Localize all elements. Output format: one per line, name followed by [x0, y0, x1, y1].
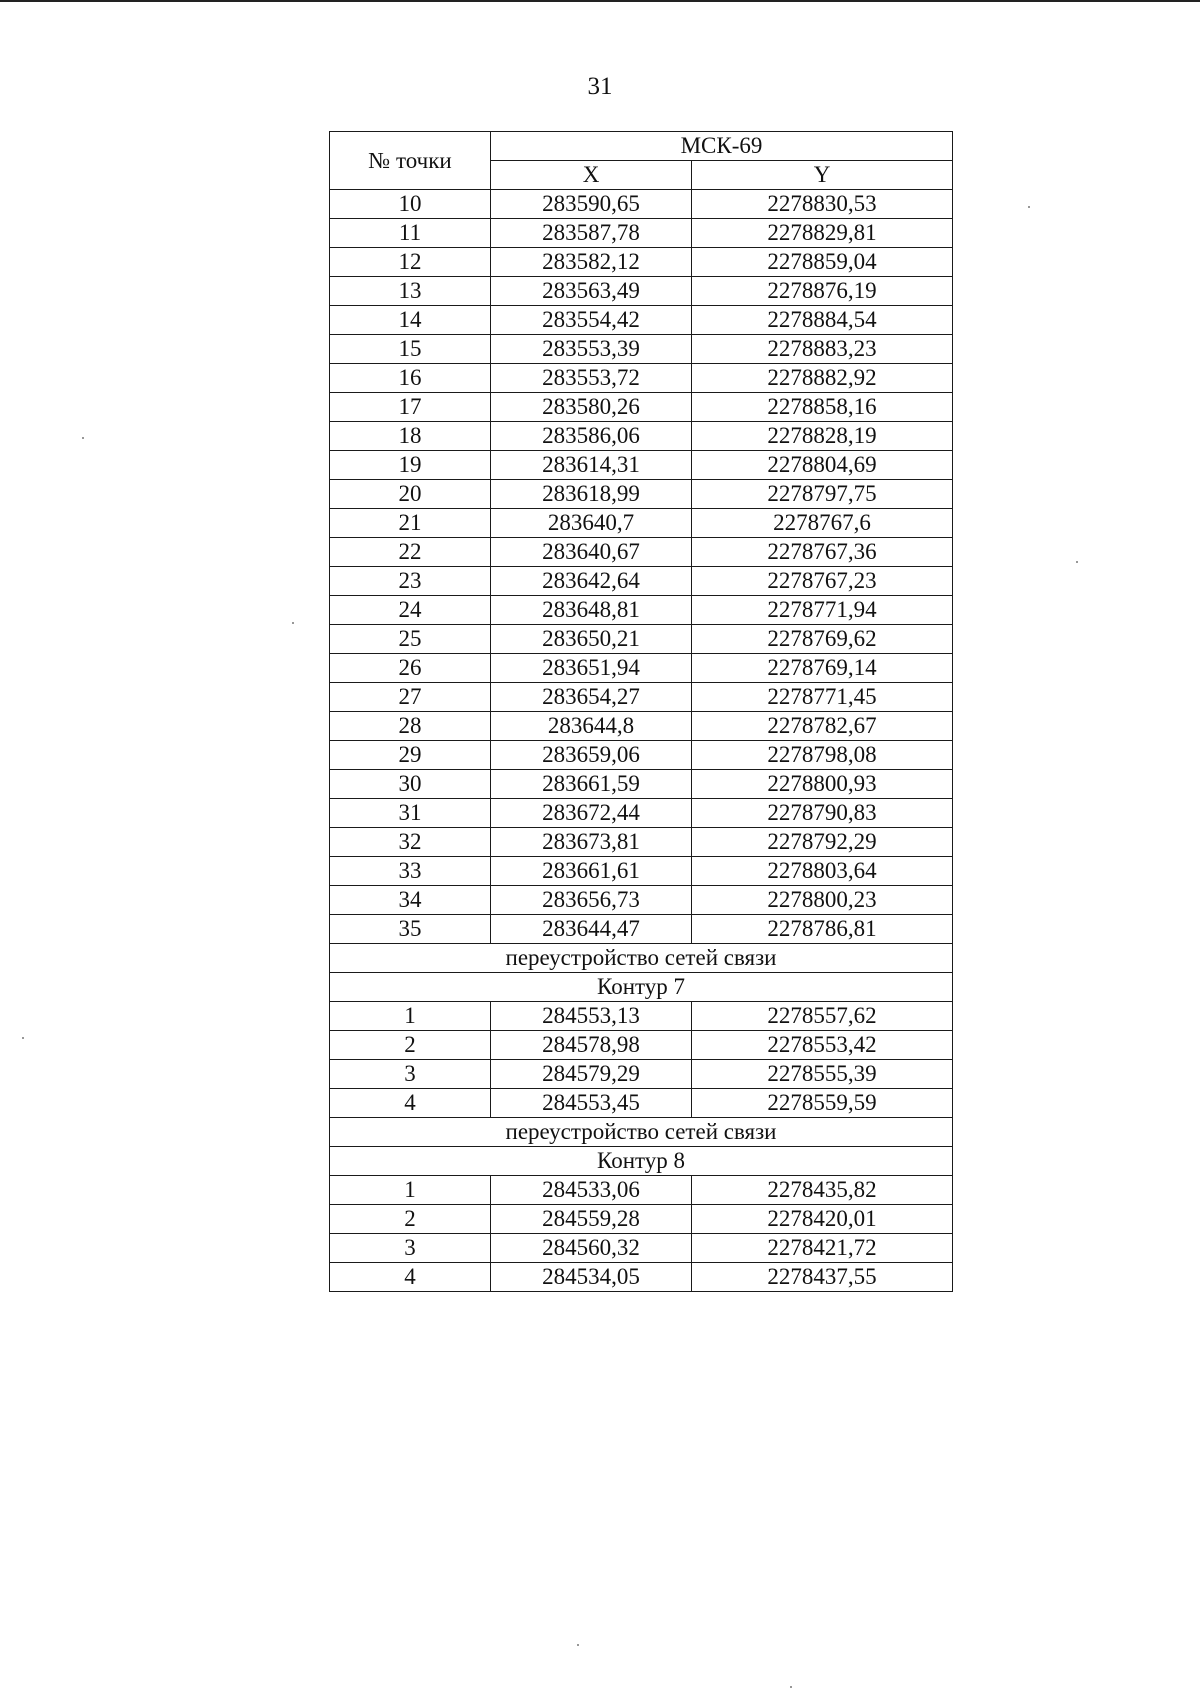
table-row — [330, 1031, 953, 1060]
cell-y: 2278790,83 — [692, 799, 953, 828]
coordinates-table — [329, 131, 953, 1292]
cell-y: 2278557,62 — [692, 1002, 953, 1031]
cell-y: 2278786,81 — [692, 915, 953, 944]
table-row — [330, 248, 953, 277]
cell-y: 2278771,94 — [692, 596, 953, 625]
cell-y: 2278829,81 — [692, 219, 953, 248]
cell-x: 284533,06 — [491, 1176, 692, 1205]
table-row — [330, 567, 953, 596]
cell-x: 283586,06 — [491, 422, 692, 451]
table-row — [330, 683, 953, 712]
cell-y: 2278769,14 — [692, 654, 953, 683]
cell-point-number: 20 — [330, 480, 491, 509]
cell-x: 283553,72 — [491, 364, 692, 393]
cell-y: 2278800,93 — [692, 770, 953, 799]
table-row — [330, 886, 953, 915]
section-label: переустройство сетей связи — [330, 1118, 953, 1147]
cell-point-number: 16 — [330, 364, 491, 393]
cell-point-number: 17 — [330, 393, 491, 422]
section-label: Контур 8 — [330, 1147, 953, 1176]
page-number: 31 — [587, 73, 613, 100]
table-row — [330, 915, 953, 944]
cell-point-number: 22 — [330, 538, 491, 567]
table-row — [330, 277, 953, 306]
cell-y: 2278803,64 — [692, 857, 953, 886]
table-row — [330, 770, 953, 799]
cell-point-number: 3 — [330, 1234, 491, 1263]
table-row — [330, 306, 953, 335]
table-row — [330, 654, 953, 683]
section-label: Контур 7 — [330, 973, 953, 1002]
cell-point-number: 10 — [330, 190, 491, 219]
table-row — [330, 1089, 953, 1118]
cell-y: 2278437,55 — [692, 1263, 953, 1292]
cell-point-number: 15 — [330, 335, 491, 364]
cell-y: 2278804,69 — [692, 451, 953, 480]
cell-y: 2278882,92 — [692, 364, 953, 393]
cell-point-number: 11 — [330, 219, 491, 248]
cell-point-number: 4 — [330, 1089, 491, 1118]
header-point-number: № точки — [330, 132, 491, 190]
cell-x: 284553,45 — [491, 1089, 692, 1118]
cell-y: 2278555,39 — [692, 1060, 953, 1089]
table-row — [330, 364, 953, 393]
cell-point-number: 3 — [330, 1060, 491, 1089]
cell-y: 2278830,53 — [692, 190, 953, 219]
table-row — [330, 509, 953, 538]
cell-point-number: 33 — [330, 857, 491, 886]
cell-y: 2278767,6 — [692, 509, 953, 538]
cell-point-number: 35 — [330, 915, 491, 944]
table-row — [330, 393, 953, 422]
cell-point-number: 14 — [330, 306, 491, 335]
section-label: переустройство сетей связи — [330, 944, 953, 973]
cell-point-number: 24 — [330, 596, 491, 625]
cell-point-number: 2 — [330, 1205, 491, 1234]
cell-point-number: 12 — [330, 248, 491, 277]
cell-x: 283659,06 — [491, 741, 692, 770]
scan-speck — [790, 1686, 792, 1688]
cell-y: 2278858,16 — [692, 393, 953, 422]
cell-point-number: 4 — [330, 1263, 491, 1292]
cell-point-number: 2 — [330, 1031, 491, 1060]
table-row — [330, 1176, 953, 1205]
cell-y: 2278767,23 — [692, 567, 953, 596]
cell-y: 2278800,23 — [692, 886, 953, 915]
cell-y: 2278792,29 — [692, 828, 953, 857]
cell-point-number: 21 — [330, 509, 491, 538]
cell-y: 2278883,23 — [692, 335, 953, 364]
table-row — [330, 596, 953, 625]
cell-x: 284559,28 — [491, 1205, 692, 1234]
section-row — [330, 973, 953, 1002]
table-row — [330, 538, 953, 567]
scan-speck — [577, 1644, 579, 1646]
cell-x: 283640,67 — [491, 538, 692, 567]
cell-x: 283673,81 — [491, 828, 692, 857]
cell-y: 2278884,54 — [692, 306, 953, 335]
cell-point-number: 13 — [330, 277, 491, 306]
cell-x: 283640,7 — [491, 509, 692, 538]
cell-x: 283587,78 — [491, 219, 692, 248]
page-top-edge — [0, 0, 1200, 2]
cell-y: 2278767,36 — [692, 538, 953, 567]
cell-point-number: 19 — [330, 451, 491, 480]
cell-y: 2278782,67 — [692, 712, 953, 741]
cell-x: 283651,94 — [491, 654, 692, 683]
table-row — [330, 451, 953, 480]
table-row — [330, 712, 953, 741]
cell-x: 283580,26 — [491, 393, 692, 422]
cell-y: 2278559,59 — [692, 1089, 953, 1118]
cell-x: 283648,81 — [491, 596, 692, 625]
cell-y: 2278769,62 — [692, 625, 953, 654]
scan-speck — [22, 1037, 24, 1039]
cell-point-number: 18 — [330, 422, 491, 451]
cell-y: 2278876,19 — [692, 277, 953, 306]
table-row — [330, 1263, 953, 1292]
cell-x: 283644,47 — [491, 915, 692, 944]
cell-y: 2278828,19 — [692, 422, 953, 451]
table-body — [330, 190, 953, 1292]
cell-y: 2278420,01 — [692, 1205, 953, 1234]
cell-x: 283661,59 — [491, 770, 692, 799]
cell-x: 284560,32 — [491, 1234, 692, 1263]
table-row — [330, 828, 953, 857]
cell-point-number: 26 — [330, 654, 491, 683]
cell-x: 283554,42 — [491, 306, 692, 335]
cell-x: 283590,65 — [491, 190, 692, 219]
cell-point-number: 29 — [330, 741, 491, 770]
section-row — [330, 1147, 953, 1176]
cell-x: 284579,29 — [491, 1060, 692, 1089]
table-row — [330, 190, 953, 219]
table-row — [330, 422, 953, 451]
section-row — [330, 944, 953, 973]
cell-x: 283614,31 — [491, 451, 692, 480]
header-x: X — [491, 161, 692, 190]
cell-y: 2278553,42 — [692, 1031, 953, 1060]
table-row — [330, 335, 953, 364]
cell-x: 284553,13 — [491, 1002, 692, 1031]
cell-x: 283672,44 — [491, 799, 692, 828]
cell-x: 283656,73 — [491, 886, 692, 915]
header-y: Y — [692, 161, 953, 190]
scan-speck — [1028, 206, 1030, 208]
cell-x: 283644,8 — [491, 712, 692, 741]
cell-x: 283553,39 — [491, 335, 692, 364]
cell-point-number: 32 — [330, 828, 491, 857]
table-row — [330, 1060, 953, 1089]
cell-x: 283618,99 — [491, 480, 692, 509]
table-row — [330, 799, 953, 828]
cell-x: 283661,61 — [491, 857, 692, 886]
cell-point-number: 28 — [330, 712, 491, 741]
table-header-row — [330, 132, 953, 161]
cell-y: 2278421,72 — [692, 1234, 953, 1263]
section-row — [330, 1118, 953, 1147]
cell-y: 2278771,45 — [692, 683, 953, 712]
cell-x: 283650,21 — [491, 625, 692, 654]
cell-point-number: 30 — [330, 770, 491, 799]
table-row — [330, 1002, 953, 1031]
cell-x: 284534,05 — [491, 1263, 692, 1292]
cell-y: 2278859,04 — [692, 248, 953, 277]
scan-speck — [292, 622, 294, 624]
table-row — [330, 857, 953, 886]
table-row — [330, 1234, 953, 1263]
cell-point-number: 34 — [330, 886, 491, 915]
scan-speck — [1076, 561, 1078, 563]
table-row — [330, 1205, 953, 1234]
cell-point-number: 27 — [330, 683, 491, 712]
cell-x: 283642,64 — [491, 567, 692, 596]
cell-y: 2278797,75 — [692, 480, 953, 509]
cell-point-number: 31 — [330, 799, 491, 828]
table-row — [330, 741, 953, 770]
cell-x: 283582,12 — [491, 248, 692, 277]
cell-point-number: 25 — [330, 625, 491, 654]
table-row — [330, 219, 953, 248]
cell-x: 283563,49 — [491, 277, 692, 306]
cell-x: 284578,98 — [491, 1031, 692, 1060]
scan-speck — [82, 437, 84, 439]
cell-x: 283654,27 — [491, 683, 692, 712]
table-row — [330, 625, 953, 654]
table-row — [330, 480, 953, 509]
cell-point-number: 23 — [330, 567, 491, 596]
cell-y: 2278798,08 — [692, 741, 953, 770]
cell-point-number: 1 — [330, 1002, 491, 1031]
cell-point-number: 1 — [330, 1176, 491, 1205]
header-coordinate-system: МСК-69 — [491, 132, 953, 161]
cell-y: 2278435,82 — [692, 1176, 953, 1205]
